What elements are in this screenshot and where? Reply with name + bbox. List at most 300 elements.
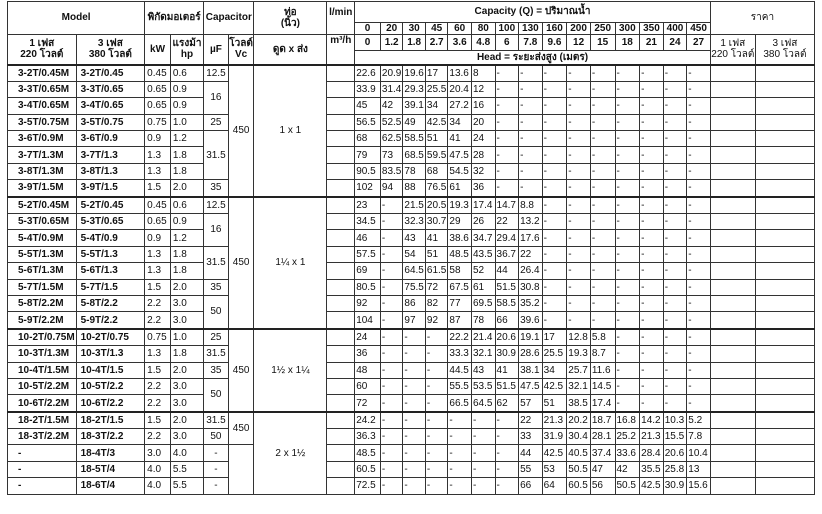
- head-value-cell: -: [495, 65, 519, 82]
- price-3phase-cell: [755, 197, 814, 214]
- head-value-cell: -: [380, 395, 403, 412]
- head-value-cell: 21.5: [403, 197, 426, 214]
- head-value-cell: -: [640, 65, 664, 82]
- head-value-cell: -: [687, 312, 711, 329]
- head-value-cell: -: [640, 263, 664, 279]
- head-value-cell: 24: [355, 329, 381, 346]
- kw-cell: 1.5: [145, 412, 171, 429]
- price-3phase-cell: [755, 295, 814, 311]
- hp-thai-label: แรงม้า: [172, 38, 202, 49]
- head-value-cell: 50.5: [615, 478, 640, 494]
- head-value-cell: 43: [471, 362, 495, 378]
- head-value-cell: 26.4: [519, 263, 543, 279]
- head-value-cell: 10.3: [663, 412, 687, 429]
- head-value-cell: 20.2: [567, 412, 591, 429]
- head-value-cell: -: [380, 461, 403, 477]
- head-value-cell: 39.6: [519, 312, 543, 329]
- head-value-cell: 25.7: [567, 362, 591, 378]
- kw-cell: 2.2: [145, 295, 171, 311]
- head-value-cell: -: [380, 412, 403, 429]
- lmin-header: l/min: [327, 2, 355, 23]
- lmin-value: 400: [663, 22, 687, 34]
- price-1phase-cell: [710, 65, 755, 82]
- unit-spacer-cell: [327, 147, 355, 163]
- head-value-cell: 83.5: [380, 163, 403, 179]
- head-value-cell: 15.5: [663, 429, 687, 445]
- model-1phase-cell: 5-4T/0.9M: [8, 230, 77, 246]
- head-value-cell: -: [425, 378, 448, 394]
- model-3phase-cell: 18-3T/2.2: [76, 429, 145, 445]
- head-value-cell: -: [495, 163, 519, 179]
- head-value-cell: 55.5: [448, 378, 472, 394]
- head-value-cell: -: [403, 329, 426, 346]
- price-1phase-cell: [710, 214, 755, 230]
- head-value-cell: -: [615, 214, 640, 230]
- head-value-cell: -: [380, 279, 403, 295]
- uf-cell: 35: [204, 180, 229, 197]
- head-value-cell: 50.5: [567, 461, 591, 477]
- hp-header: [170, 34, 203, 65]
- head-value-cell: -: [542, 147, 567, 163]
- head-value-cell: 48.5: [448, 246, 472, 262]
- head-value-cell: 43: [403, 230, 426, 246]
- head-value-cell: -: [495, 412, 519, 429]
- hp-cell: 2.0: [170, 279, 203, 295]
- price-3phase-cell: [755, 163, 814, 179]
- head-value-cell: -: [542, 180, 567, 197]
- m3h-value: 4.8: [471, 34, 495, 50]
- vc-cell: 450: [228, 65, 254, 197]
- head-value-cell: 35.2: [519, 295, 543, 311]
- head-value-cell: -: [425, 478, 448, 494]
- unit-spacer-cell: [327, 279, 355, 295]
- vc-cell: 450: [228, 197, 254, 329]
- head-value-cell: 51: [425, 246, 448, 262]
- head-value-cell: 28.1: [590, 429, 615, 445]
- uf-header: µF: [204, 34, 229, 65]
- price-1phase-cell: [710, 230, 755, 246]
- head-value-cell: 58: [448, 263, 472, 279]
- price-1phase-cell: [710, 263, 755, 279]
- head-value-cell: -: [425, 346, 448, 362]
- price-3phase-cell: [755, 214, 814, 230]
- price-3phase-cell: [755, 279, 814, 295]
- head-value-cell: -: [615, 246, 640, 262]
- head-value-cell: -: [542, 197, 567, 214]
- kw-cell: 0.75: [145, 329, 171, 346]
- head-value-cell: 11.6: [590, 362, 615, 378]
- uf-cell: 50: [204, 378, 229, 411]
- head-value-cell: -: [403, 378, 426, 394]
- head-value-cell: 44.5: [448, 362, 472, 378]
- head-value-cell: 68.5: [403, 147, 426, 163]
- head-value-cell: 13.6: [448, 65, 472, 82]
- lmin-value: 30: [403, 22, 426, 34]
- price-3phase-cell: [755, 147, 814, 163]
- uf-cell: 25: [204, 329, 229, 346]
- model-1phase-cell: 5-2T/0.45M: [8, 197, 77, 214]
- pipe-size-cell: 1½ x 1¼: [254, 329, 327, 412]
- head-value-cell: -: [640, 362, 664, 378]
- head-value-cell: 90.5: [355, 163, 381, 179]
- head-value-cell: 19.6: [403, 65, 426, 82]
- price-3phase-cell: [755, 378, 814, 394]
- model-3phase-cell: 18-5T/4: [76, 461, 145, 477]
- hp-cell: 0.6: [170, 197, 203, 214]
- head-value-cell: 30.8: [519, 279, 543, 295]
- head-value-cell: -: [567, 114, 591, 130]
- head-value-cell: 13.2: [519, 214, 543, 230]
- head-value-cell: -: [590, 197, 615, 214]
- head-value-cell: 8.7: [590, 346, 615, 362]
- suction-header: ดูด x ส่ง: [254, 34, 327, 65]
- model-3phase-cell: 10-6T/2.2: [76, 395, 145, 412]
- head-value-cell: -: [567, 163, 591, 179]
- head-value-cell: 25.5: [425, 81, 448, 97]
- model-3phase-cell: 10-2T/0.75: [76, 329, 145, 346]
- head-value-cell: 48: [355, 362, 381, 378]
- capacity-header: Capacity (Q) = ปริมาณน้ำ: [355, 2, 711, 23]
- table-row: [8, 230, 815, 246]
- lmin-value: 200: [567, 22, 591, 34]
- head-value-cell: -: [590, 81, 615, 97]
- model-1phase-cell: 3-2T/0.45M: [8, 65, 77, 82]
- head-value-cell: 69: [355, 263, 381, 279]
- head-value-cell: -: [687, 295, 711, 311]
- head-value-cell: 32.1: [567, 378, 591, 394]
- hp-cell: 0.9: [170, 98, 203, 114]
- head-value-cell: 48.5: [355, 445, 381, 461]
- model-3phase-cell: 3-5T/0.75: [76, 114, 145, 130]
- model-3phase-cell: 3-4T/0.65: [76, 98, 145, 114]
- head-value-cell: -: [687, 114, 711, 130]
- hp-cell: 0.9: [170, 214, 203, 230]
- model-1phase-cell: 10-6T/2.2M: [8, 395, 77, 412]
- head-value-cell: 36: [355, 346, 381, 362]
- price-3phase-cell: [755, 412, 814, 429]
- model-3phase-cell: 5-8T/2.2: [76, 295, 145, 311]
- price-1phase-cell: [710, 147, 755, 163]
- model-1phase-cell: 3-8T/1.3M: [8, 163, 77, 179]
- head-value-cell: -: [448, 412, 472, 429]
- unit-spacer-cell: [327, 131, 355, 147]
- head-value-cell: -: [663, 279, 687, 295]
- head-value-cell: -: [640, 131, 664, 147]
- head-value-cell: 34: [542, 362, 567, 378]
- unit-spacer-cell: [327, 230, 355, 246]
- head-value-cell: 43.5: [471, 246, 495, 262]
- head-value-cell: -: [590, 163, 615, 179]
- head-value-cell: -: [380, 362, 403, 378]
- head-value-cell: -: [542, 263, 567, 279]
- head-value-cell: -: [425, 362, 448, 378]
- uf-cell: 25: [204, 114, 229, 130]
- kw-cell: 1.5: [145, 362, 171, 378]
- price-1phase-cell: [710, 312, 755, 329]
- head-value-cell: 33: [519, 429, 543, 445]
- model-3phase-cell: 3-9T/1.5: [76, 180, 145, 197]
- model-3phase-cell: 5-5T/1.3: [76, 246, 145, 262]
- head-value-cell: 60.5: [355, 461, 381, 477]
- head-value-cell: -: [615, 346, 640, 362]
- head-value-cell: 94: [380, 180, 403, 197]
- head-value-cell: 14.5: [590, 378, 615, 394]
- model-3phase-cell: 18-4T/3: [76, 445, 145, 461]
- unit-spacer-cell: [327, 378, 355, 394]
- head-value-cell: -: [519, 163, 543, 179]
- head-value-cell: 52: [471, 263, 495, 279]
- head-value-cell: -: [567, 295, 591, 311]
- head-value-cell: -: [495, 445, 519, 461]
- head-value-cell: -: [640, 246, 664, 262]
- pump-spec-table: [7, 1, 815, 495]
- head-value-cell: -: [403, 478, 426, 494]
- head-header: Head = ระยะส่งสูง (เมตร): [355, 50, 711, 65]
- head-value-cell: 76.5: [425, 180, 448, 197]
- head-value-cell: -: [380, 312, 403, 329]
- head-value-cell: 78: [403, 163, 426, 179]
- volt-header: [228, 34, 254, 65]
- head-value-cell: 66.5: [448, 395, 472, 412]
- hp-cell: 1.0: [170, 329, 203, 346]
- head-value-cell: 45: [355, 98, 381, 114]
- kw-cell: 1.3: [145, 346, 171, 362]
- head-value-cell: -: [542, 131, 567, 147]
- head-value-cell: -: [663, 263, 687, 279]
- head-value-cell: -: [687, 263, 711, 279]
- head-value-cell: 22: [519, 246, 543, 262]
- head-value-cell: 68: [425, 163, 448, 179]
- head-value-cell: -: [640, 378, 664, 394]
- model-3phase-cell: 10-3T/1.3: [76, 346, 145, 362]
- price-1phase-cell: [710, 197, 755, 214]
- head-value-cell: -: [687, 65, 711, 82]
- uf-cell: 35: [204, 362, 229, 378]
- head-value-cell: 80.5: [355, 279, 381, 295]
- head-value-cell: -: [615, 180, 640, 197]
- head-value-cell: -: [448, 461, 472, 477]
- head-value-cell: 104: [355, 312, 381, 329]
- unit-spacer-cell: [327, 295, 355, 311]
- table-row: [8, 263, 815, 279]
- head-value-cell: 28.6: [519, 346, 543, 362]
- head-value-cell: -: [615, 65, 640, 82]
- unit-spacer-cell: [327, 214, 355, 230]
- price-3phase-cell: [755, 346, 814, 362]
- hp-cell: 0.9: [170, 81, 203, 97]
- hp-cell: 2.0: [170, 362, 203, 378]
- head-value-cell: -: [615, 197, 640, 214]
- table-row: [8, 65, 815, 82]
- vc-cell: 450: [228, 412, 254, 445]
- head-value-cell: -: [542, 163, 567, 179]
- head-value-cell: -: [495, 131, 519, 147]
- model-3phase-cell: 5-7T/1.5: [76, 279, 145, 295]
- unit-spacer-cell: [327, 312, 355, 329]
- unit-spacer-cell: [327, 65, 355, 82]
- head-value-cell: -: [448, 429, 472, 445]
- head-value-cell: -: [640, 279, 664, 295]
- head-value-cell: 14.7: [495, 197, 519, 214]
- uf-cell: 12.5: [204, 65, 229, 82]
- lmin-value: 300: [615, 22, 640, 34]
- table-row: [8, 445, 815, 461]
- hp-cell: 1.8: [170, 163, 203, 179]
- head-value-cell: 88: [403, 180, 426, 197]
- head-value-cell: -: [687, 81, 711, 97]
- price-1phase-cell: [710, 295, 755, 311]
- head-value-cell: -: [640, 98, 664, 114]
- head-value-cell: -: [495, 180, 519, 197]
- head-value-cell: -: [663, 180, 687, 197]
- head-value-cell: 56.5: [355, 114, 381, 130]
- m3h-value: 9.6: [542, 34, 567, 50]
- head-value-cell: 42.5: [542, 378, 567, 394]
- price-one-phase-label: 1 เฟส: [720, 38, 746, 49]
- m3h-value: 18: [615, 34, 640, 50]
- head-value-cell: 24.2: [355, 412, 381, 429]
- head-value-cell: 41: [495, 362, 519, 378]
- head-value-cell: -: [687, 378, 711, 394]
- head-value-cell: -: [425, 395, 448, 412]
- pipe-size-cell: 2 x 1½: [254, 412, 327, 494]
- price-3phase-cell: [755, 246, 814, 262]
- model-1phase-cell: 10-2T/0.75M: [8, 329, 77, 346]
- head-value-cell: -: [542, 214, 567, 230]
- model-3phase-cell: 3-8T/1.3: [76, 163, 145, 179]
- hp-cell: 1.2: [170, 131, 203, 147]
- head-value-cell: -: [448, 445, 472, 461]
- model-1phase-cell: 3-4T/0.65M: [8, 98, 77, 114]
- head-value-cell: 8.8: [519, 197, 543, 214]
- hp-cell: 3.0: [170, 312, 203, 329]
- head-value-cell: -: [380, 295, 403, 311]
- unit-spacer-cell: [327, 163, 355, 179]
- head-value-cell: -: [663, 378, 687, 394]
- head-value-cell: -: [615, 114, 640, 130]
- price-3phase-cell: [755, 461, 814, 477]
- head-value-cell: 19.1: [519, 329, 543, 346]
- model-3phase-cell: 18-2T/1.5: [76, 412, 145, 429]
- head-value-cell: -: [663, 362, 687, 378]
- head-value-cell: -: [590, 246, 615, 262]
- price-1phase-cell: [710, 114, 755, 130]
- kw-cell: 2.2: [145, 378, 171, 394]
- model-1phase-cell: 5-8T/2.2M: [8, 295, 77, 311]
- head-value-cell: -: [615, 329, 640, 346]
- head-value-cell: -: [663, 312, 687, 329]
- model-3phase-cell: 3-2T/0.45: [76, 65, 145, 82]
- lmin-value: 250: [590, 22, 615, 34]
- head-value-cell: 51: [542, 395, 567, 412]
- head-value-cell: -: [542, 246, 567, 262]
- head-value-cell: 64: [542, 478, 567, 494]
- head-value-cell: 75.5: [403, 279, 426, 295]
- model-3phase-cell: 18-6T/4: [76, 478, 145, 494]
- unit-spacer-cell: [327, 346, 355, 362]
- head-value-cell: 42.5: [425, 114, 448, 130]
- head-value-cell: -: [567, 197, 591, 214]
- model-3phase-cell: 3-6T/0.9: [76, 131, 145, 147]
- head-value-cell: 53.5: [471, 378, 495, 394]
- head-value-cell: 58.5: [403, 131, 426, 147]
- head-value-cell: 30.9: [663, 478, 687, 494]
- head-value-cell: -: [567, 131, 591, 147]
- head-value-cell: -: [615, 98, 640, 114]
- head-value-cell: 7.8: [687, 429, 711, 445]
- table-row: [8, 131, 815, 147]
- lmin-value: 0: [355, 22, 381, 34]
- unit-spacer-cell: [327, 362, 355, 378]
- head-value-cell: 16: [471, 98, 495, 114]
- m3h-value: 15: [590, 34, 615, 50]
- head-value-cell: -: [615, 312, 640, 329]
- unit-spacer-cell: [327, 246, 355, 262]
- head-value-cell: -: [425, 429, 448, 445]
- head-value-cell: -: [640, 163, 664, 179]
- head-value-cell: 44: [495, 263, 519, 279]
- head-value-cell: 37.4: [590, 445, 615, 461]
- head-value-cell: 20: [471, 114, 495, 130]
- price-1phase-cell: [710, 445, 755, 461]
- three-phase-header: [76, 34, 145, 65]
- table-row: [8, 395, 815, 412]
- price-1phase-cell: [710, 163, 755, 179]
- head-value-cell: -: [663, 81, 687, 97]
- head-value-cell: 72: [425, 279, 448, 295]
- hp-cell: 3.0: [170, 378, 203, 394]
- model-1phase-cell: 5-5T/1.3M: [8, 246, 77, 262]
- head-value-cell: 42: [615, 461, 640, 477]
- head-value-cell: -: [425, 461, 448, 477]
- model-1phase-cell: 18-3T/2.2M: [8, 429, 77, 445]
- lmin-value: 130: [519, 22, 543, 34]
- head-value-cell: 17: [542, 329, 567, 346]
- head-value-cell: 17: [425, 65, 448, 82]
- head-value-cell: 20.9: [380, 65, 403, 82]
- lmin-value: 100: [495, 22, 519, 34]
- head-value-cell: -: [448, 478, 472, 494]
- head-value-cell: 15.6: [687, 478, 711, 494]
- head-value-cell: -: [471, 478, 495, 494]
- head-value-cell: 79: [355, 147, 381, 163]
- model-3phase-cell: 5-2T/0.45: [76, 197, 145, 214]
- model-3phase-cell: 5-6T/1.3: [76, 263, 145, 279]
- model-3phase-cell: 3-3T/0.65: [76, 81, 145, 97]
- head-value-cell: 20.4: [448, 81, 472, 97]
- kw-cell: 2.2: [145, 395, 171, 412]
- head-value-cell: -: [519, 65, 543, 82]
- head-value-cell: 67.5: [448, 279, 472, 295]
- unit-spacer-cell: [327, 81, 355, 97]
- head-value-cell: -: [567, 246, 591, 262]
- hp-cell: 1.8: [170, 147, 203, 163]
- model-3phase-cell: 5-3T/0.65: [76, 214, 145, 230]
- head-value-cell: -: [687, 329, 711, 346]
- head-value-cell: -: [590, 214, 615, 230]
- head-value-cell: -: [471, 461, 495, 477]
- lmin-value: 80: [471, 22, 495, 34]
- table-row: [8, 429, 815, 445]
- head-value-cell: -: [640, 180, 664, 197]
- table-row: [8, 163, 815, 179]
- head-value-cell: -: [425, 412, 448, 429]
- head-value-cell: 40.5: [567, 445, 591, 461]
- head-value-cell: 57: [519, 395, 543, 412]
- model-1phase-cell: 3-7T/1.3M: [8, 147, 77, 163]
- price-v220-label: 220 โวลต์: [711, 49, 755, 60]
- head-value-cell: 20.6: [495, 329, 519, 346]
